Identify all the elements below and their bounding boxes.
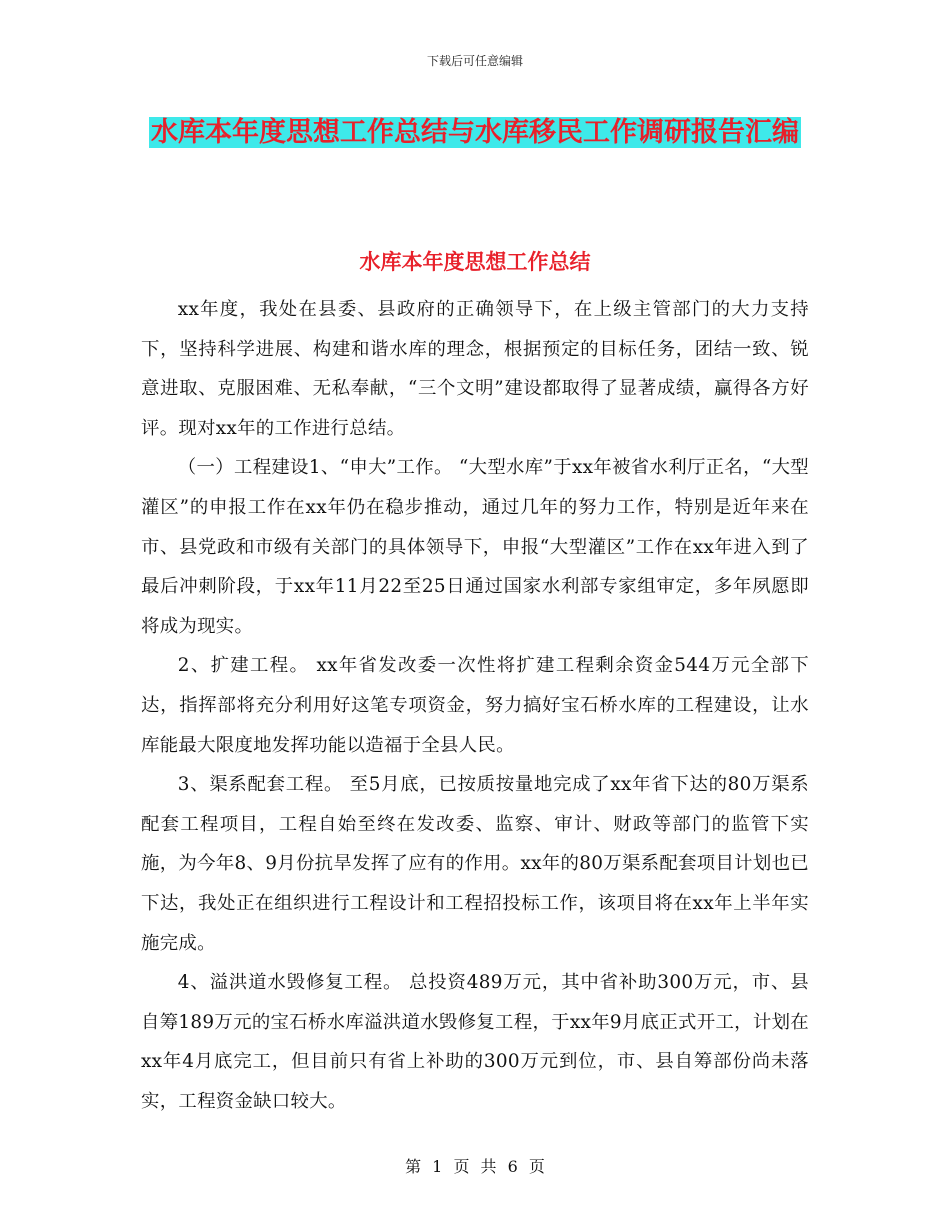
paragraph: xx年度，我处在县委、县政府的正确领导下，在上级主管部门的大力支持下，坚持科学进展、构建和谐水库的理念，根据预定的目标任务，团结一致、锐意进取、克服困难、无私奉献，“三个文明”建设都取得了显著成绩，赢得各方好评。现对xx年的工作进行总结。 [141,299,809,439]
page-number: 第 1 页 共 6 页 [405,1157,545,1176]
paragraph: 3、渠系配套工程。 至5月底，已按质按量地完成了xx年省下达的80万渠系配套工程项目，工程自始至终在发改委、监察、审计、财政等部门的监管下实施，为今年8、9月份抗旱发挥了应有的作用。xx年的80万渠系配套项目计划也已下达，我处正在组织进行工程设计和工程招投标工作，该项目将在xx年上半年实施完成。 [141,774,809,954]
document-title [140,110,810,156]
paragraph: 4、溢洪道水毁修复工程。 总投资489万元，其中省补助300万元，市、县自筹189万元的宝石桥水库溢洪道水毁修复工程，于xx年9月底正式开工，计划在xx年4月底完工，但目前只有省上补助的300万元到位，市、县自筹部份尚未落实，工程资金缺口较大。 [141,972,809,1112]
header-note: 下载后可任意编辑 [426,54,523,68]
section-title: 水库本年度思想工作总结 [359,249,591,274]
paragraph: （一）工程建设1、“申大”工作。 “大型水库”于xx年被省水利厅正名，“大型灌区”的申报工作在xx年仍在稳步推动，通过几年的努力工作，特别是近年来在市、县党政和市级有关部门的具体领导下，申报“大型灌区”工作在xx年进入到了最后冲刺阶段，于xx年11月22至25日通过国家水利部专家组审定，多年夙愿即将成为现实。 [141,457,809,637]
document-title-text: 水库本年度思想工作总结与水库移民工作调研报告汇编 [151,117,799,148]
paragraph: 2、扩建工程。 xx年省发改委一次性将扩建工程剩余资金544万元全部下达，指挥部将充分利用好这笔专项资金，努力搞好宝石桥水库的工程建设，让水库能最大限度地发挥功能以造福于全县人民。 [141,655,809,756]
body-text [141,290,809,1121]
